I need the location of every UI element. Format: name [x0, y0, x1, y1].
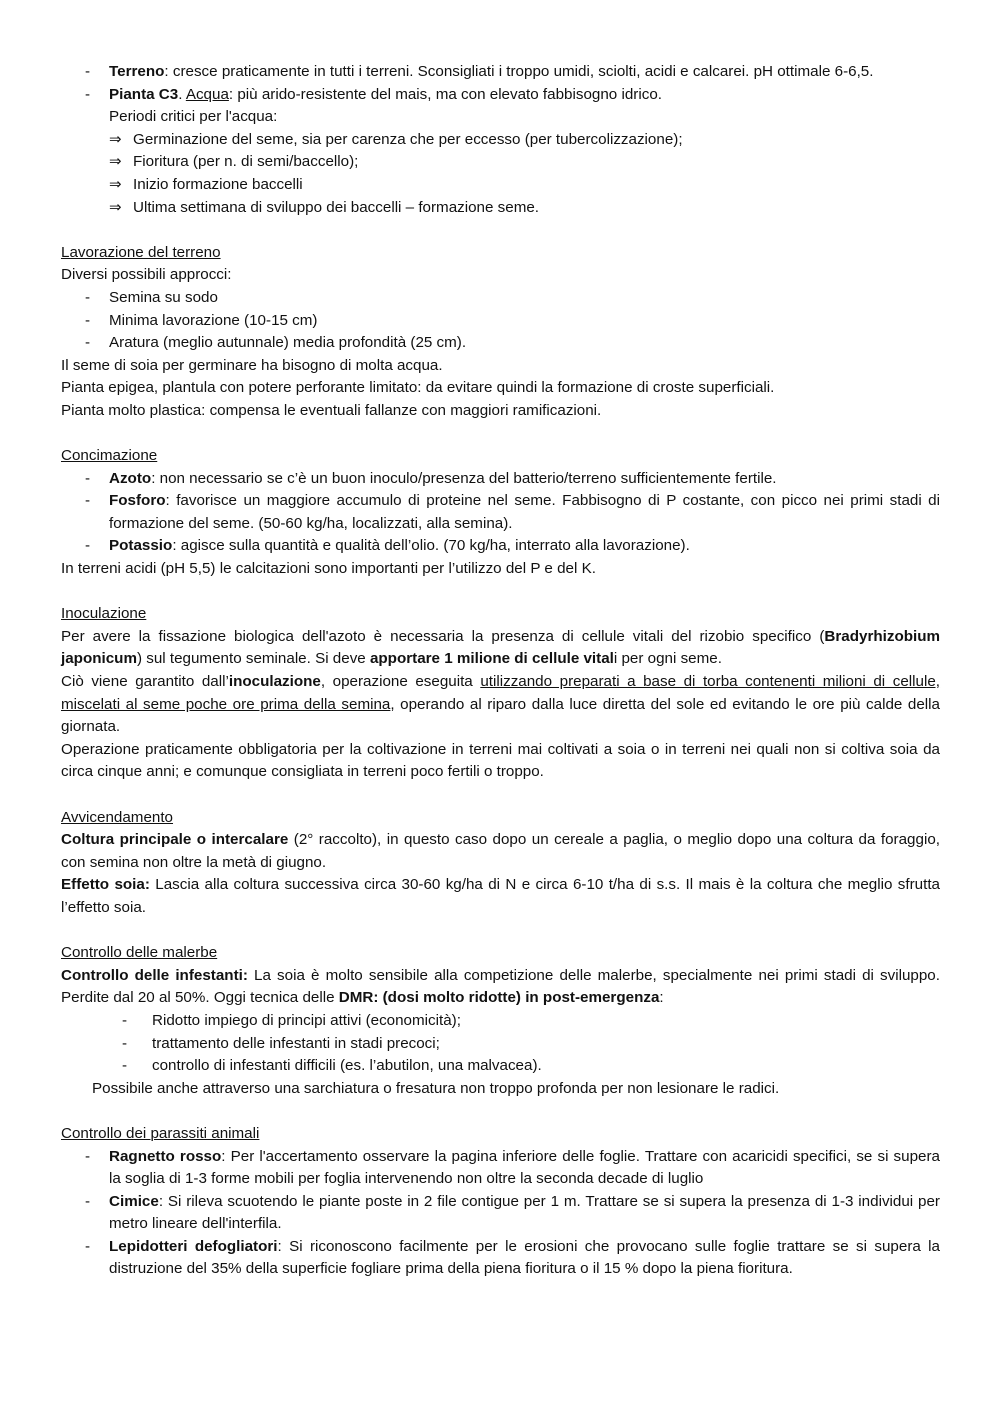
malerbe-list	[61, 1010, 940, 1078]
list-item: - trattamento delle infestanti in stadi precoci;	[61, 1033, 940, 1056]
text-run: Lascia alla coltura successiva circa 30-60 kg/ha di N e circa 6-10 t/ha di s.s. Il mais è la coltura che meglio sfrutta l’effetto soia.	[61, 876, 940, 916]
periodo-text: Fioritura (per n. di semi/baccello);	[133, 153, 359, 171]
list-item	[61, 1236, 940, 1281]
text-run: , operando al riparo dalla luce diretta del sole ed evitando le ore più calde della giornata.	[61, 695, 940, 736]
periodi-list	[109, 129, 940, 219]
list-item: - Aratura (meglio autunnale) media profondità (25 cm).	[61, 332, 940, 355]
list-item: - Semina su sodo	[61, 287, 940, 310]
acqua-text: : più arido-resistente del mais, ma con elevato fabbisogno idrico.	[228, 85, 662, 103]
list-item	[61, 468, 940, 491]
term-inoculazione: inoculazione	[228, 673, 321, 691]
list-item: - Ridotto impiego di principi attivi (economicità);	[61, 1010, 940, 1033]
clima-list	[61, 61, 940, 219]
inoculazione-paragraph	[61, 671, 940, 739]
list-item	[61, 490, 940, 535]
underlined-text: utilizzando preparati a base di torba contenenti milioni di cellule, miscelati al seme poche ore prima della semina	[61, 673, 941, 713]
periodo-text: Germinazione del seme, sia per carenza che per eccesso (per tubercolizzazione);	[133, 130, 683, 148]
inoculazione-paragraph: Operazione praticamente obbligatoria per la coltivazione in terreni mai coltivati a soia o in terreni nei quali non si coltiva soia da circa cinque anni; e comunque consigliata in terreni poco fertili o troppo.	[61, 740, 940, 781]
list-item	[61, 535, 940, 558]
list-item	[61, 1146, 940, 1191]
item-text: : agisce sulla quantità e qualità dell’olio. (70 kg/ha, interrato alla lavorazione).	[172, 537, 690, 555]
lavorazione-note: Pianta molto plastica: compensa le eventuali fallanze con maggiori ramificazioni.	[61, 401, 602, 419]
item-text: : favorisce un maggiore accumulo di proteine nel seme. Fabbisogno di P costante, con picco nei primi stadi di formazione del seme. (50-60 kg/ha, localizzati, alla semina).	[109, 492, 940, 532]
term-coltura-principale: Coltura principale o intercalare	[61, 831, 289, 849]
term-ragnetto-rosso: Ragnetto rosso	[109, 1147, 222, 1165]
list-item: - controllo di infestanti difficili (es. l’abutilon, una malvacea).	[61, 1055, 940, 1078]
term-fosforo: Fosforo	[109, 492, 166, 510]
list-item	[109, 151, 940, 174]
parassiti-list	[61, 1146, 940, 1282]
lavorazione-note: Il seme di soia per germinare ha bisogno di molta acqua.	[61, 356, 443, 374]
lavorazione-list	[61, 287, 940, 355]
arrow-icon: ⇒	[109, 175, 122, 193]
text-run: La soia è molto sensibile alla competizione delle malerbe, specialmente nei primi stadi di sviluppo. Perdite dal 20 al 50%. Oggi tecnica delle	[61, 966, 940, 1007]
term-azoto: Azoto	[109, 469, 152, 487]
list-item	[61, 84, 940, 220]
section-heading-concimazione: Concimazione	[61, 447, 158, 465]
item-text: : Si riconoscono facilmente per le erosioni che provocano sulle foglie trattare se si supera la distruzione del 35% della superficie fogliare prima della piena fioritura o il 15 % dopo la piena fioritura.	[109, 1237, 941, 1278]
term-lepidotteri: Lepidotteri defogliatori	[109, 1237, 278, 1255]
malerbe-paragraph	[61, 965, 940, 1010]
text-run: ) sul tegumento seminale. Si deve	[136, 650, 370, 668]
term-acqua: Acqua	[185, 85, 229, 103]
term-terreno: Terreno	[109, 63, 165, 80]
concimazione-list	[61, 468, 940, 558]
avvicendamento-paragraph	[61, 874, 940, 919]
term-effetto-soia: Effetto soia:	[61, 876, 150, 894]
concimazione-note: In terreni acidi (pH 5,5) le calcitazioni sono importanti per l’utilizzo del P e del K.	[61, 560, 596, 578]
text-run: :	[659, 989, 664, 1007]
lavorazione-intro: Diversi possibili approcci:	[61, 266, 232, 284]
text-run: Ciò viene garantito dall’	[61, 673, 229, 691]
term-potassio: Potassio	[109, 537, 173, 555]
arrow-icon: ⇒	[109, 130, 122, 148]
malerbe-note: Possibile anche attraverso una sarchiatura o fresatura non troppo profonda per non lesionare le radici.	[92, 1079, 780, 1097]
terreno-text: : cresce praticamente in tutti i terreni. Sconsigliati i troppo umidi, sciolti, acidi e calcarei. pH ottimale 6-6,5.	[164, 63, 874, 80]
avvicendamento-paragraph	[61, 829, 940, 874]
text-run: Per avere la fissazione biologica dell'azoto è necessaria la presenza di cellule vitali del rizobio specifico (	[61, 627, 825, 645]
item-text: : Per l'accertamento osservare la pagina inferiore delle foglie. Trattare con acaricidi specifici, se si supera la soglia di 1-3 forme mobili per foglia intervenendo non oltre la seconda decade di luglio	[109, 1147, 940, 1188]
section-heading-lavorazione: Lavorazione del terreno	[61, 243, 221, 261]
arrow-icon: ⇒	[109, 198, 122, 216]
text-run: , operazione eseguita	[320, 673, 481, 691]
section-heading-parassiti: Controllo dei parassiti animali	[61, 1124, 260, 1142]
list-item	[109, 174, 940, 197]
term-cimice: Cimice	[109, 1192, 159, 1210]
list-item: - Minima lavorazione (10-15 cm)	[61, 310, 940, 333]
term-dmr: DMR: (dosi molto ridotte) in post-emergenza	[338, 989, 660, 1007]
term-milione-cellule: apportare 1 milione di cellule vital	[369, 650, 614, 668]
list-item	[61, 1191, 940, 1236]
list-item	[109, 129, 940, 152]
section-heading-malerbe: Controllo delle malerbe	[61, 944, 218, 962]
section-heading-avvicendamento: Avvicendamento	[61, 808, 174, 826]
text-run: i per ogni seme.	[613, 650, 722, 668]
lavorazione-note: Pianta epigea, plantula con potere perforante limitato: da evitare quindi la formazione di croste superficiali.	[61, 379, 775, 397]
periodo-text: Inizio formazione baccelli	[133, 175, 303, 193]
section-heading-inoculazione: Inoculazione	[61, 605, 147, 623]
term-pianta: Pianta C3	[109, 85, 179, 103]
item-text: : Si rileva scuotendo le piante poste in 2 file contigue per 1 m. Trattare se si supera la presenza di 1-3 individui per metro lineare dell'interfila.	[109, 1192, 940, 1233]
document-page	[61, 61, 940, 1281]
list-item	[109, 197, 940, 220]
pianta-sep: .	[178, 85, 186, 103]
periodi-intro: Periodi critici per l'acqua:	[109, 108, 278, 126]
periodo-text: Ultima settimana di sviluppo dei baccelli – formazione seme.	[133, 198, 540, 216]
term-bradyrhizobium: Bradyrhizobium japonicum	[61, 627, 940, 668]
term-controllo-infestanti: Controllo delle infestanti:	[61, 966, 248, 984]
inoculazione-paragraph	[61, 626, 940, 671]
list-item	[61, 61, 940, 84]
text-run: (2° raccolto), in questo caso dopo un cereale a paglia, o meglio dopo una coltura da foraggio, con semina non oltre la metà di giugno.	[61, 831, 940, 871]
arrow-icon: ⇒	[109, 153, 122, 171]
item-text: : non necessario se c’è un buon inoculo/presenza del batterio/terreno sufficientemente fertile.	[151, 469, 777, 487]
